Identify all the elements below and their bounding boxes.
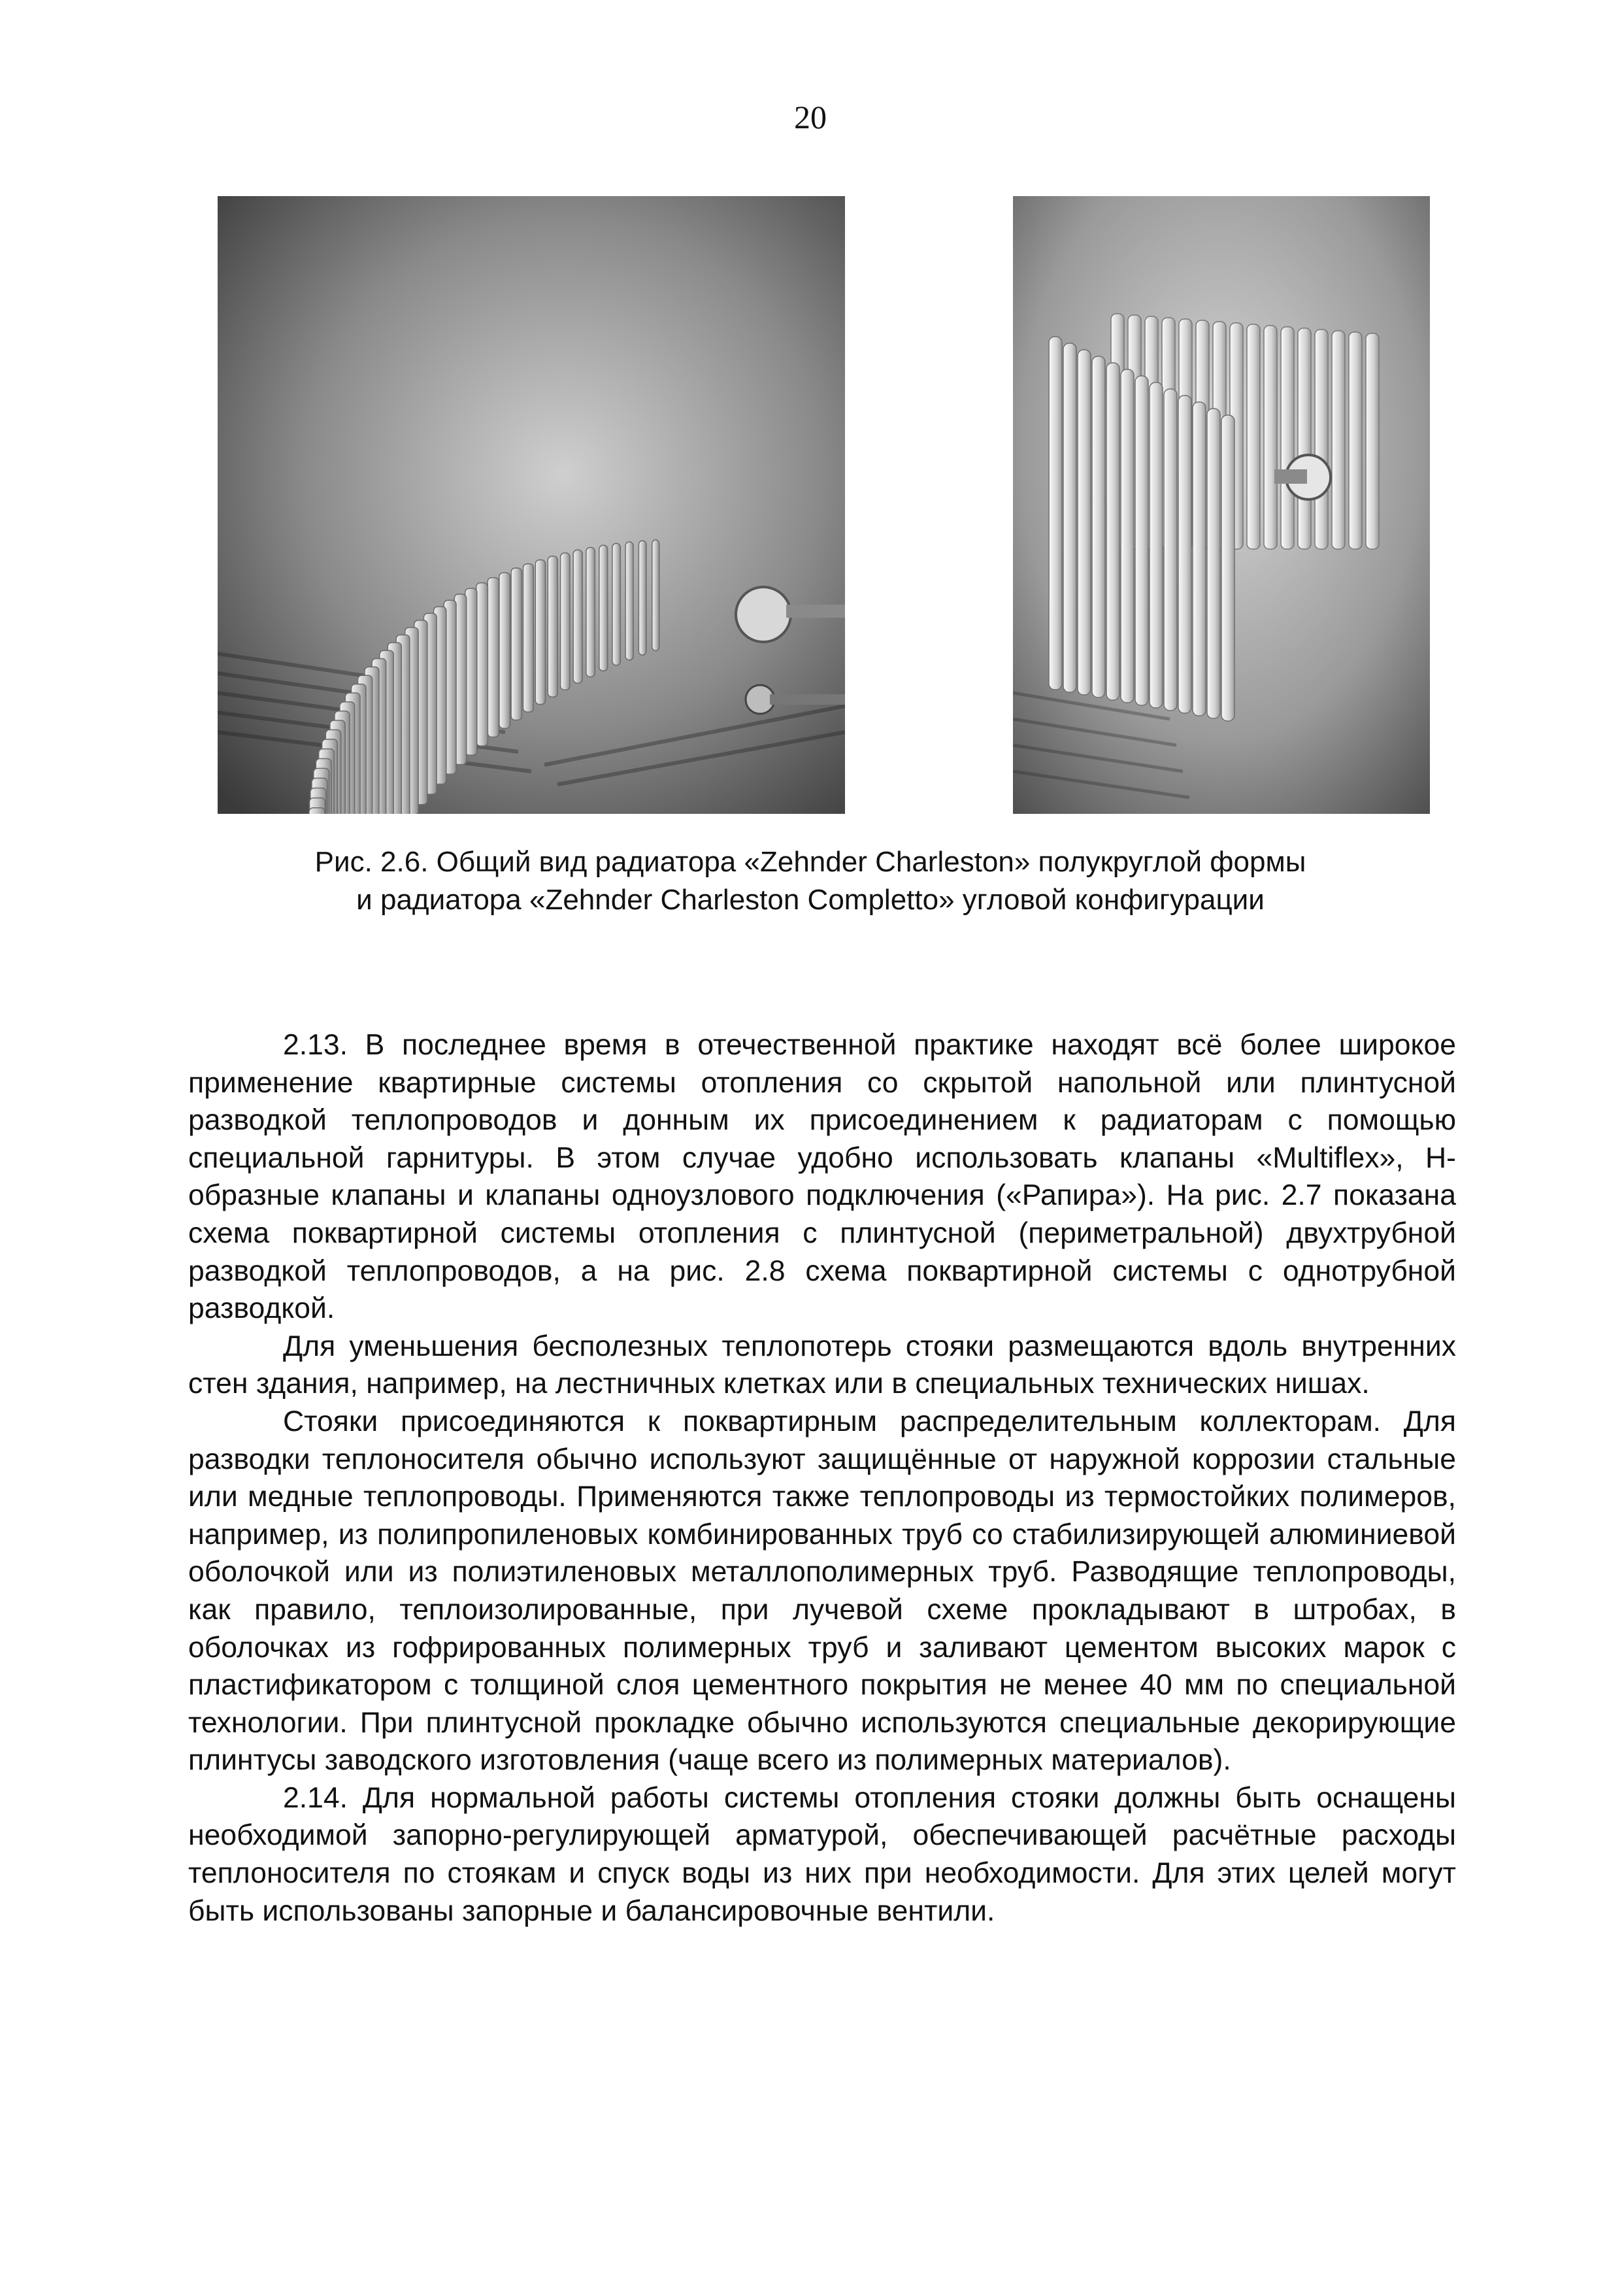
radiator-fin xyxy=(652,540,659,651)
radiator-fin xyxy=(309,808,325,814)
radiator-fin xyxy=(1121,369,1134,703)
radiator-fin xyxy=(1247,324,1260,549)
radiator-fin xyxy=(1221,415,1235,721)
radiator-fin xyxy=(561,553,570,690)
paragraph-2-13: 2.13. В последнее время в отечественной практике находят всё более широкое применение квартирные системы отопления со скрытой напольной или плинтусной разводкой теплопроводов и донным их присоединением к радиаторам с помощью специальной гарнитуры. В этом случае удобно использовать клапаны «Multiflex», Н-образные клапаны и клапаны одноузлового подключения («Рапира»). На рис. 2.7 показана схема поквартирной системы отопления с плинтусной (периметральной) двухтрубной разводкой теплопроводов, а на рис. 2.8 схема поквартирной системы с однотрубной разводкой. xyxy=(188,1029,1456,1325)
corner-radiator-photo xyxy=(1013,196,1430,814)
radiator-fin xyxy=(1049,337,1062,690)
radiator-fin xyxy=(476,583,488,747)
radiator-fin xyxy=(1092,356,1105,697)
radiator-fin xyxy=(1063,343,1076,692)
radiator-fin xyxy=(1078,350,1091,695)
radiator-fin xyxy=(535,560,545,705)
radiator-fin xyxy=(1106,363,1119,700)
curved-radiator-photo xyxy=(218,196,845,814)
radiator-fin xyxy=(511,568,522,720)
radiator-fin xyxy=(1315,329,1328,549)
radiator-fin xyxy=(488,578,499,737)
paragraph-risers-connection: Стояки присоединяются к поквартирным распределительным коллекторам. Для разводки теплоносителя обычно используют защищённые от наружной коррозии стальные или медные теплопроводы. Применяются также теплопроводы из термостойких полимеров, например, из полипропиленовых комбинированных труб со стабилизирующей алюминиевой оболочкой или из полиэтиленовых металлополимерных труб. Разводящие теплопроводы, как правило, теплоизолированные, при лучевой схеме прокладывают в штробах, в оболочках из гофрированных полимерных труб и заливают цементом высоких марок с пластификатором с толщиной слоя цементного покрытия не менее 40 мм по специальной технологии. При плинтусной прокладке обычно используются специальные декорирующие плинтусы заводского изготовления (чаще всего из полимерных материалов). xyxy=(188,1405,1456,1777)
radiator-fin xyxy=(1193,402,1206,716)
radiator-fin xyxy=(1135,376,1148,705)
radiator-fin xyxy=(1298,328,1311,549)
radiator-fin xyxy=(523,564,534,713)
paragraph-2-14: 2.14. Для нормальной работы системы отопления стояки должны быть оснащены необходимой запорно-регулирующей арматурой, обеспечивающей расчётные расходы теплоносителя по стоякам и спуск воды из них при необходимости. Для этих целей могут быть использованы запорные и балансировочные вентили. xyxy=(188,1781,1456,1927)
figure-caption xyxy=(196,843,1425,919)
radiator-fin xyxy=(599,545,608,671)
radiator-fin xyxy=(586,548,595,677)
radiator-fin xyxy=(638,541,646,655)
radiator-fin xyxy=(1281,327,1294,549)
paragraph-risers-placement: Для уменьшения бесполезных теплопотерь стояки размещаются вдоль внутренних стен здания, например, на лестничных клетках или в специальных технических нишах. xyxy=(188,1330,1456,1400)
radiator-fin xyxy=(1178,395,1191,713)
radiator-fin xyxy=(612,543,620,665)
radiator-fin xyxy=(1207,409,1220,718)
radiator-fin xyxy=(1150,382,1163,708)
radiator-fin xyxy=(465,588,477,755)
radiator-fin xyxy=(1264,326,1277,549)
curved-radiator-image xyxy=(218,196,845,814)
radiator-fin xyxy=(1366,333,1379,549)
page-number: 20 xyxy=(794,99,827,135)
radiator-fin xyxy=(573,550,582,683)
caption-line-1: Рис. 2.6. Общий вид радиатора «Zehnder Charleston» полукруглой формы xyxy=(314,846,1306,878)
radiator-fin xyxy=(499,573,510,728)
radiator-fin xyxy=(1349,332,1362,549)
caption-line-2: и радиатора «Zehnder Charleston Completto» угловой конфигурации xyxy=(356,884,1265,916)
corner-radiator-image xyxy=(1013,196,1430,814)
body-text xyxy=(188,1026,1456,1930)
radiator-fin xyxy=(1164,389,1177,711)
radiator-fin xyxy=(625,542,633,660)
radiator-fin xyxy=(1332,331,1345,549)
radiator-fin xyxy=(548,556,557,697)
